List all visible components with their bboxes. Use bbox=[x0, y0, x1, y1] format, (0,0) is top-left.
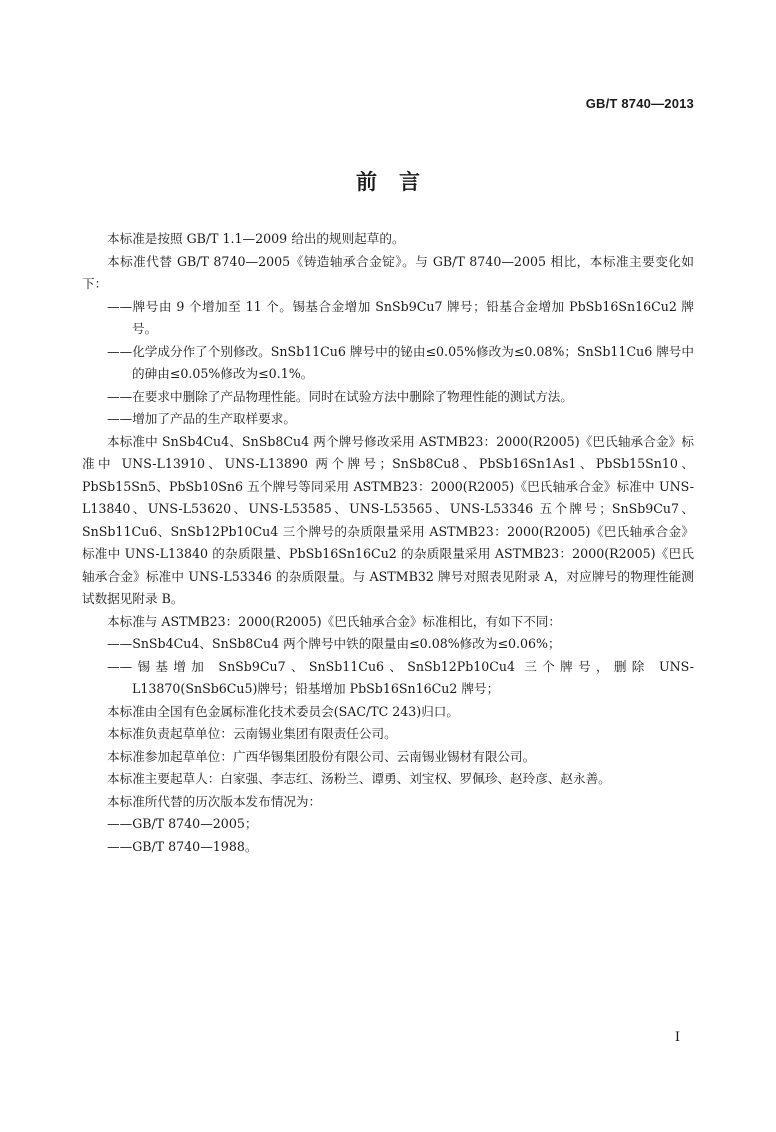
list-item: ——锡基增加 SnSb9Cu7、SnSb11Cu6、SnSb12Pb10Cu4 三个牌号，删除 UNS-L13870(SnSb6Cu5)牌号；铅基增加 PbSb16Sn16Cu2 牌号； bbox=[107, 658, 694, 696]
paragraph: 本标准主要起草人：白家强、李志红、汤粉兰、谭勇、刘宝权、罗佩珍、赵玲彦、赵永善。 bbox=[107, 771, 611, 786]
paragraph: ——GB/T 8740—1988。 bbox=[107, 838, 258, 854]
list-item: ——SnSb4Cu4、SnSb8Cu4 两个牌号中铁的限量由≤0.08%修改为≤0.06%； bbox=[107, 636, 561, 651]
paragraph: 本标准负责起草单位：云南锡业集团有限责任公司。 bbox=[107, 726, 397, 741]
paragraph: 本标准与 ASTMB23：2000(R2005)《巴氏轴承合金》标准相比，有如下不同： bbox=[107, 613, 561, 629]
paragraph: 本标准参加起草单位：广西华锡集团股份有限公司、云南锡业锡材有限公司。 bbox=[107, 748, 536, 764]
list-item: ——化学成分作了个别修改。SnSb11Cu6 牌号中的铋由≤0.05%修改为≤0.08%；SnSb11Cu6 牌号中的砷由≤0.05%修改为≤0.1%。 bbox=[107, 343, 694, 381]
foreword-body bbox=[82, 228, 694, 858]
list-item: ——牌号由 9 个增加至 11 个。锡基合金增加 SnSb9Cu7 牌号；铅基合金增加 PbSb16Sn16Cu2 牌号。 bbox=[107, 298, 694, 336]
paragraph: ——GB/T 8740—2005； bbox=[107, 816, 258, 831]
list-item: ——在要求中删除了产品物理性能。同时在试验方法中删除了物理性能的测试方法。 bbox=[107, 388, 573, 404]
paragraph: 本标准是按照 GB/T 1.1—2009 给出的规则起草的。 bbox=[107, 231, 405, 246]
paragraph: 本标准由全国有色金属标准化技术委员会(SAC/TC 243)归口。 bbox=[107, 703, 459, 719]
list-item: ——增加了产品的生产取样要求。 bbox=[107, 411, 296, 426]
page-number: I bbox=[674, 1030, 680, 1045]
paragraph: 本标准代替 GB/T 8740—2005《铸造轴承合金锭》。与 GB/T 8740—2005 相比，本标准主要变化如下： bbox=[82, 253, 694, 291]
paragraph: 本标准所代替的历次版本发布情况为： bbox=[107, 793, 322, 809]
document-number: GB/T 8740—2013 bbox=[585, 96, 694, 111]
page-title: 前言 bbox=[356, 170, 442, 194]
paragraph: 本标准中 SnSb4Cu4、SnSb8Cu4 两个牌号修改采用 ASTMB23：2000(R2005)《巴氏轴承合金》标准中 UNS-L13910、UNS-L13890 两个牌号；SnSb8Cu8、PbSb16Sn1As1、PbSb15Sn10、PbSb15Sn5、PbSb10Sn6 五个牌号等同采用 ASTMB23：2000(R2005)《巴氏轴承合金》标准中 UNS-L13840、UNS-L53620、UNS-L53585、UNS-L53565、UNS-L53346 五个牌号；SnSb9Cu7、SnSb11Cu6、SnSb12Pb10Cu4 三个牌号的杂质限量采用 ASTMB23：2000(R2005)《巴氏轴承合金》标准中 UNS-L13840 的杂质限量、PbSb16Sn16Cu2 的杂质限量采用 ASTMB23：2000(R2005)《巴氏轴承合金》标准中 UNS-L53346 的杂质限量。与 ASTMB32 牌号对照表见附录 A，对应牌号的物理性能测试数据见附录 B。 bbox=[82, 433, 694, 606]
